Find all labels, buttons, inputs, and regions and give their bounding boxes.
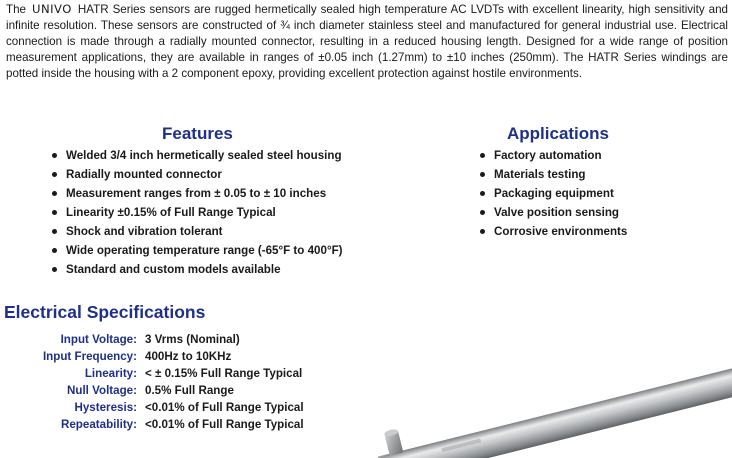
features-title: Features [162, 124, 233, 143]
spec-label: Repeatability: [60, 418, 137, 431]
spec-label: Null Voltage: [67, 384, 137, 397]
features-list [52, 146, 343, 279]
feature-item: Wide operating temperature range (-65°F to 400°F) [52, 241, 343, 260]
feature-item: Standard and custom models available [52, 260, 343, 279]
spec-value: 3 Vrms (Nominal) [145, 333, 240, 346]
feature-item: Shock and vibration tolerant [52, 222, 343, 241]
application-item: Packaging equipment [480, 184, 627, 203]
applications-list [480, 146, 627, 241]
spec-value: <0.01% of Full Range Typical [145, 418, 304, 431]
application-item: Factory automation [480, 146, 627, 165]
applications-title: Applications [507, 124, 610, 143]
application-item: Corrosive environments [480, 222, 627, 241]
spec-label: Linearity: [84, 367, 137, 380]
spec-label: Hysteresis: [74, 401, 137, 414]
intro-paragraph [6, 1, 728, 82]
feature-item: Welded 3/4 inch hermetically sealed steel housing [52, 146, 343, 165]
spec-label: Input Frequency: [42, 350, 137, 363]
feature-item: Linearity ±0.15% of Full Range Typical [52, 203, 343, 222]
intro-lead: The [6, 3, 26, 16]
feature-item: Radially mounted connector [52, 165, 343, 184]
lvdt-sensor-image [360, 318, 732, 458]
spec-value: 400Hz to 10KHz [145, 350, 232, 363]
spec-value: <0.01% of Full Range Typical [145, 401, 304, 414]
spec-label: Input Voltage: [60, 333, 137, 346]
application-item: Valve position sensing [480, 203, 627, 222]
electrical-specs-title: Electrical Specifications [4, 302, 206, 322]
spec-value: < ± 0.15% Full Range Typical [145, 367, 303, 380]
brand-name: UNIVO [31, 2, 72, 16]
intro-body: HATR Series sensors are rugged hermetically sealed high temperature AC LVDTs with excellent linearity, high sensitivity and infinite resolution. These sensors are constructed of ¾ inch diameter stainless steel and manufactured for general industrial use. Electrical connection is made through a radially mounted connector, resulting in a reduced housing length. Designed for a wide range of position measurement applications, they are available in ranges of ±0.05 inch (1.27mm) to ±10 inches (250mm). The HATR Series windings are potted inside the housing with a 2 component epoxy, providing excellent protection against hostile environments. [6, 3, 728, 80]
application-item: Materials testing [480, 165, 627, 184]
feature-item: Measurement ranges from ± 0.05 to ± 10 inches [52, 184, 343, 203]
spec-value: 0.5% Full Range [145, 384, 234, 397]
